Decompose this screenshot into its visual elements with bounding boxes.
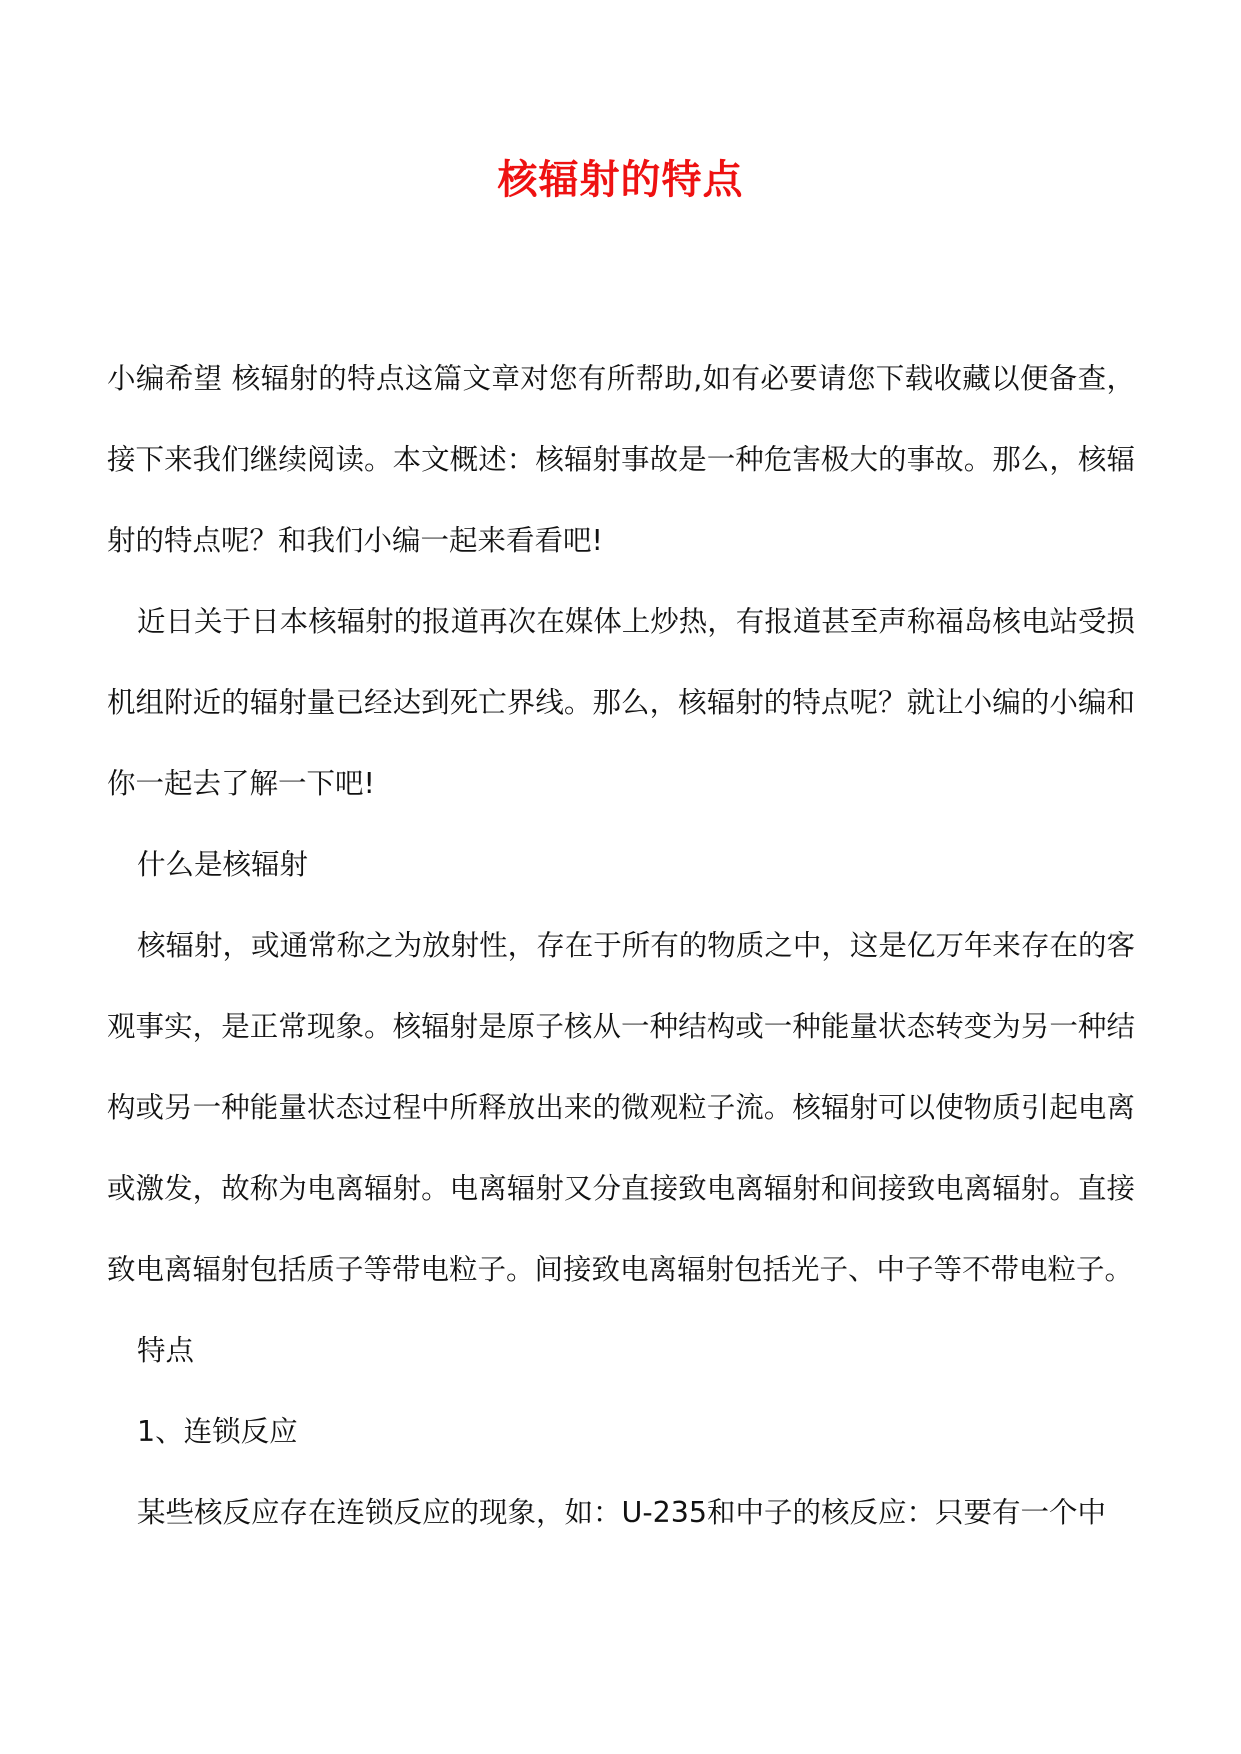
paragraph-news: 近日关于日本核辐射的报道再次在媒体上炒热，有报道甚至声称福岛核电站受损机组附近的辐射量已经达到死亡界线。那么，核辐射的特点呢？就让小编的小编和你一起去了解一下吧!: [107, 605, 1135, 800]
document-body: [107, 338, 1135, 1553]
paragraph-intro: 小编希望 核辐射的特点这篇文章对您有所帮助,如有必要请您下载收藏以便备查，接下来我们继续阅读。本文概述：核辐射事故是一种危害极大的事故。那么，核辐射的特点呢？和我们小编一起来看看吧!: [107, 362, 1135, 557]
section-heading-features: 特点: [137, 1334, 195, 1367]
document-title: 核辐射的特点: [497, 156, 744, 203]
paragraph-chain-reaction: 某些核反应存在连锁反应的现象，如：U-235和中子的核反应：只要有一个中: [137, 1496, 1107, 1529]
section-heading-what-is: 什么是核辐射: [137, 848, 309, 881]
paragraph-definition: 核辐射，或通常称之为放射性，存在于所有的物质之中，这是亿万年来存在的客观事实，是正常现象。核辐射是原子核从一种结构或一种能量状态转变为另一种结构或另一种能量状态过程中所释放出来的微观粒子流。核辐射可以使物质引起电离或激发，故称为电离辐射。电离辐射又分直接致电离辐射和间接致电离辐射。直接致电离辐射包括质子等带电粒子。间接致电离辐射包括光子、中子等不带电粒子。: [107, 929, 1135, 1286]
subheading-chain-reaction: 1、连锁反应: [137, 1415, 298, 1448]
